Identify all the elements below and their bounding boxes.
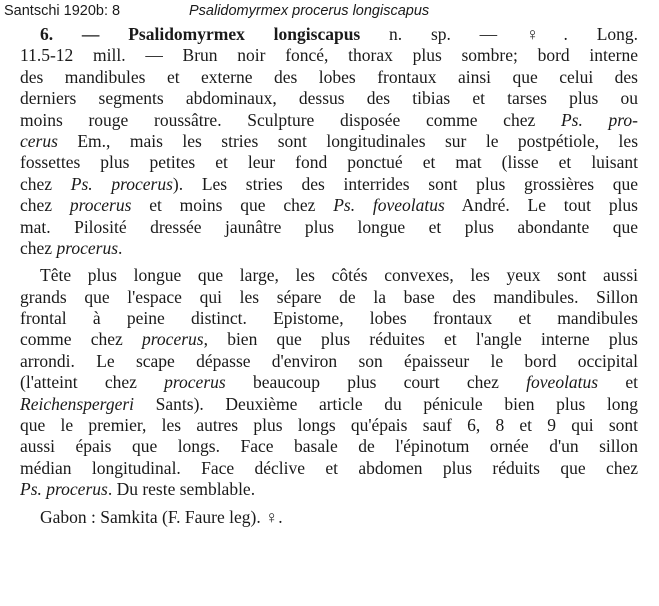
text-line [20,24,638,45]
text-line: 11.5-12 mill. — Brun noir foncé, thorax plus sombre; bord interne [20,45,638,66]
text-line: aussi épais que longs. Face basale de l'épinotum ornée d'un sillon [20,436,638,457]
text-line: Ps. procerus. Du reste semblable. [20,479,256,500]
text-line: fossettes plus petites et leur fond ponctué et mat (lisse et luisant [20,152,638,173]
locality-line: Gabon : Samkita (F. Faure leg). ♀. [40,506,283,527]
page-header [4,2,654,20]
text-line: mat. Pilosité dressée jaunâtre plus longue et plus abondante que [20,216,638,237]
header-title: Psalidomyrmex procerus longiscapus [189,3,430,19]
text-line: chez procerus et moins que chez Ps. foveolatus André. Le tout plus [20,195,638,216]
text-line: arrondi. Le scape dépasse d'environ son épaisseur le bord occipital [20,350,638,371]
document-body [20,24,638,528]
status-text: n. sp. — ♀. Long. [389,24,638,44]
citation: Santschi 1920b: 8 [4,3,121,19]
text-line: des mandibules et externe des lobes frontaux ainsi que celui des [20,66,638,87]
text-line: grands que l'espace qui les sépare de la base des mandibules. Sillon [20,286,638,307]
text-line: chez Ps. procerus). Les stries des interrides sont plus grossières que [20,173,638,194]
text-line: (l'atteint chez procerus beaucoup plus court chez foveolatus et [20,372,638,393]
genus-name: Psalidomyrmex [128,24,245,44]
species-name: longiscapus [273,24,361,44]
text-line: Tête plus longue que large, les côtés convexes, les yeux sont aussi [40,265,638,286]
text-line: cerus Em., mais les stries sont longitudinales sur le postpétiole, les [20,130,638,151]
text-line: médian longitudinal. Face déclive et abdomen plus réduits que chez [20,457,638,478]
text-line: que le premier, les autres plus longs qu'épais sauf 6, 8 et 9 qui sont [20,415,638,436]
text-line: moins rouge roussâtre. Sculpture disposée comme chez Ps. pro- [20,109,638,130]
text-line: chez procerus. [20,237,123,258]
text-line: frontal à peine distinct. Epistome, lobes frontaux et mandibules [20,308,638,329]
text-line: Reichenspergeri Sants). Deuxième article du pénicule bien plus long [20,393,638,414]
text-line: derniers segments abdominaux, dessus des tibias et tarses plus ou [20,88,638,109]
entry-number: 6. — [40,24,100,44]
text-line: comme chez procerus, bien que plus réduites et l'angle interne plus [20,329,638,350]
